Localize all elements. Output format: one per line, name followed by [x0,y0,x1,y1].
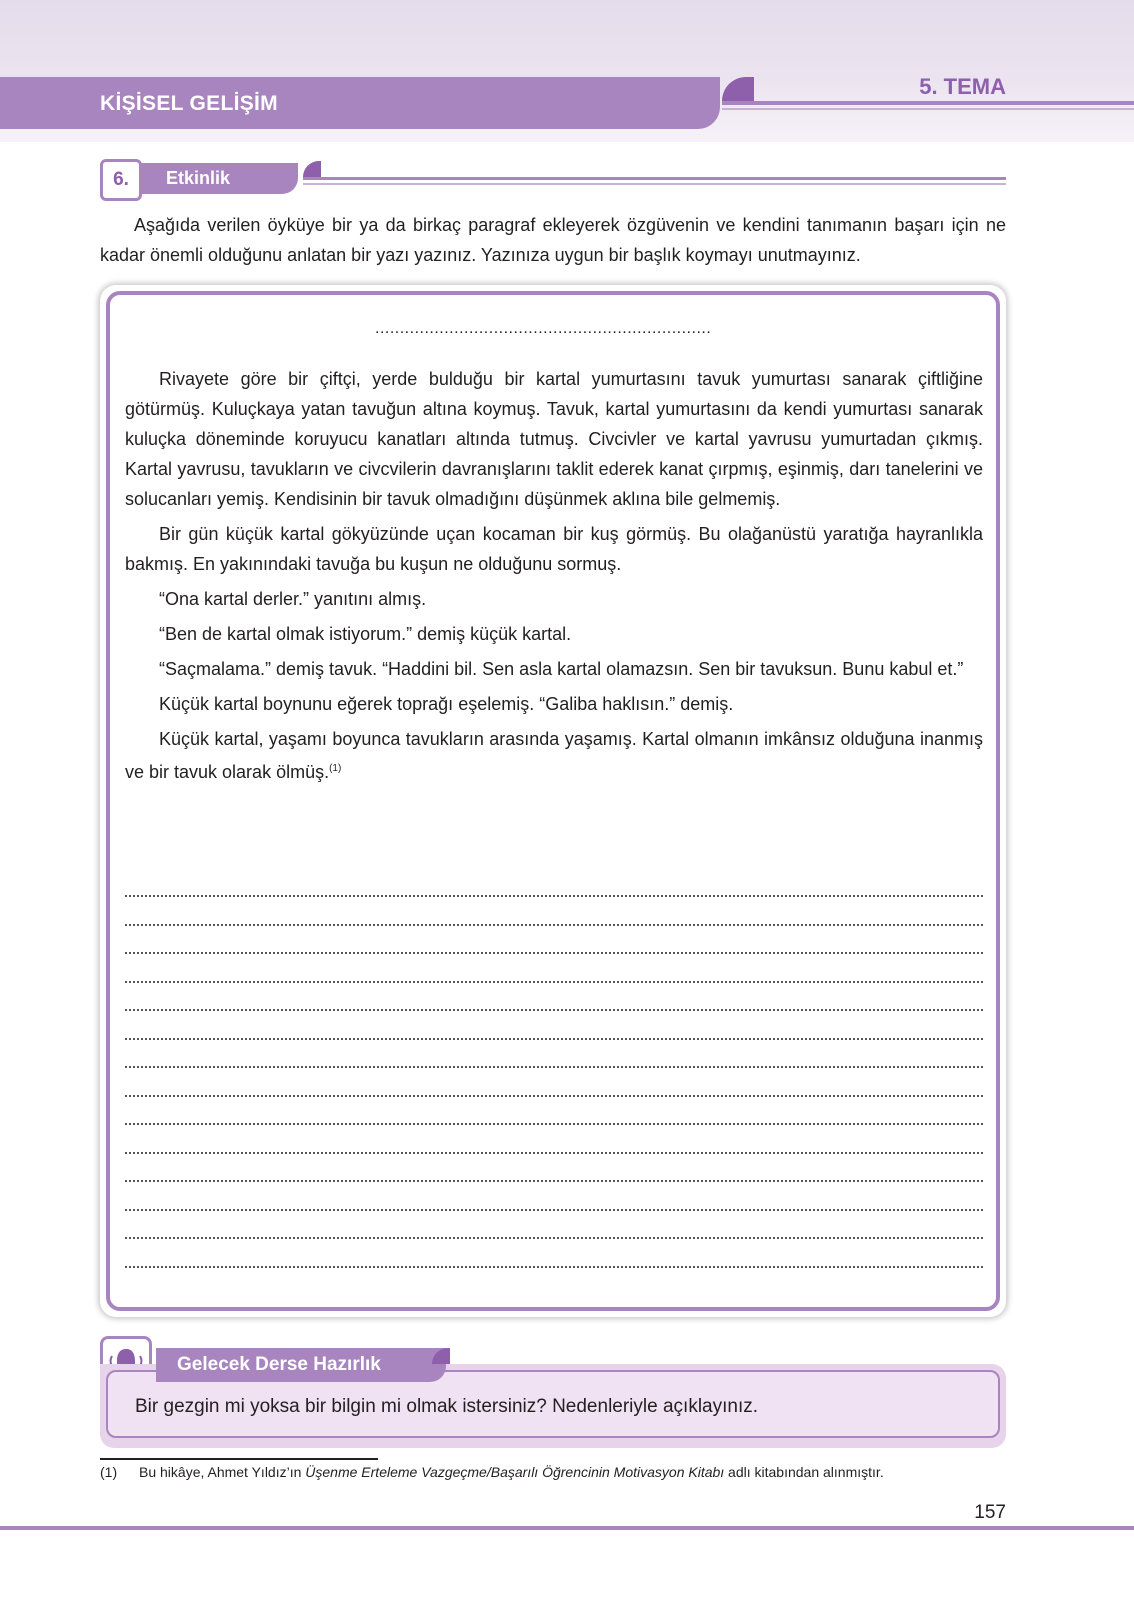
story-title-blank[interactable]: .................................................................... [375,320,712,337]
theme-rule-thin [722,108,1134,110]
writing-line[interactable] [125,1007,983,1011]
writing-line[interactable] [125,979,983,983]
footnote-book-title: Üşenme Erteleme Vazgeçme/Başarılı Öğrencinin Motivasyon Kitabı [305,1464,725,1480]
activity-rule-thin [303,183,1006,185]
writing-line[interactable] [125,1150,983,1154]
section-title: KİŞİSEL GELİŞİM [100,92,278,115]
writing-line[interactable] [125,1178,983,1182]
writing-line[interactable] [125,1264,983,1268]
writing-line[interactable] [125,1036,983,1040]
story-text [125,364,983,792]
footnote-prefix: Bu hikâye, Ahmet Yıldız’ın [139,1464,306,1480]
writing-line[interactable] [125,1121,983,1125]
footnote-mark: (1) [100,1464,118,1480]
footnote-text [139,1464,884,1480]
writing-line[interactable] [125,1093,983,1097]
footnote-suffix: adlı kitabından alınmıştır. [724,1464,884,1480]
theme-label: 5. TEMA [919,74,1006,99]
writing-line[interactable] [125,1235,983,1239]
page-number: 157 [974,1502,1006,1523]
activity-instruction: Aşağıda verilen öyküye bir ya da birkaç paragraf ekleyerek özgüvenin ve kendini tanımanın başarı için ne kadar önemli olduğunu anlatan bir yazı yazınız. Yazınıza uygun bir başlık koymayı unutmayınız. [100,215,1006,265]
writing-line[interactable] [125,1207,983,1211]
theme-rule [722,101,1134,105]
activity-label: Etkinlik [140,163,298,194]
story-paragraph: Küçük kartal, yaşamı boyunca tavukların arasında yaşamış. Kartal olmanın imkânsız olduğuna inanmış ve bir tavuk olarak ölmüş. [125,729,983,782]
footnote-rule [100,1458,378,1460]
writing-line[interactable] [125,922,983,926]
activity-number: 6. [100,159,142,201]
story-paragraph-last [125,724,983,787]
footnote-reference: (1) [329,763,342,774]
writing-line[interactable] [125,893,983,897]
story-paragraph: Rivayete göre bir çiftçi, yerde bulduğu bir kartal yumurtasını tavuk yumurtası sanarak çiftliğine götürmüş. Kuluçkaya yatan tavuğun altına koymuş. Tavuk, kartal yumurtasını da kendi yumurtası sanarak kuluçka döneminde koruyucu kanatları altında tutmuş. Civcivler ve kartal yavrusu yumurtadan çıkmış. Kartal yavrusu, tavukların ve civcvilerin davranışlarını taklit ederek kanat çırpmış, eşinmiş, darı tanelerini ve solucanları yemiş. Kendisinin bir tavuk olmadığını düşünmek aklına bile gelmemiş. [125,369,983,509]
footer-rule [0,1526,1134,1530]
story-paragraph: “Ona kartal derler.” yanıtını almış. [159,589,427,609]
story-paragraph: “Saçmalama.” demiş tavuk. “Haddini bil. Sen asla kartal olamazsın. Sen bir tavuksun. Bunu kabul et.” [159,659,964,679]
story-paragraph: Küçük kartal boynunu eğerek toprağı eşelemiş. “Galiba haklısın.” demiş. [159,694,734,714]
next-lesson-label: Gelecek Derse Hazırlık [156,1348,446,1382]
writing-line[interactable] [125,950,983,954]
story-paragraph: Bir gün küçük kartal gökyüzünde uçan kocaman bir kuş görmüş. Bu olağanüstü yaratığa hayranlıkla bakmış. En yakınındaki tavuğa bu kuşun ne olduğunu sormuş. [125,524,983,574]
story-paragraph: “Ben de kartal olmak istiyorum.” demiş küçük kartal. [159,624,572,644]
writing-line[interactable] [125,1064,983,1068]
activity-tab-shape [303,161,321,177]
next-lesson-question: Bir gezgin mi yoksa bir bilgin mi olmak istersiniz? Nedenleriyle açıklayınız. [135,1396,759,1417]
activity-rule [303,177,1006,180]
